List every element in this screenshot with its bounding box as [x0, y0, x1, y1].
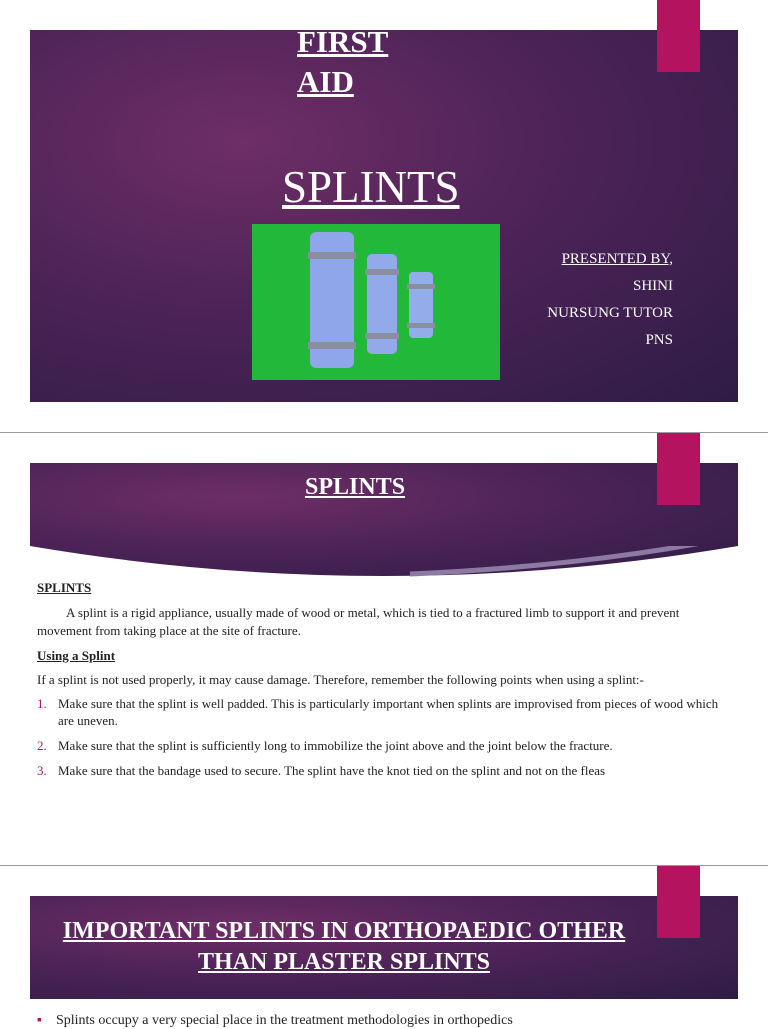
list-item	[37, 762, 727, 779]
slide3-bullet	[37, 1013, 513, 1029]
presenter-block	[547, 246, 673, 354]
presented-by-label: PRESENTED BY,	[561, 251, 673, 267]
slide2-content	[37, 578, 727, 779]
slide-title	[0, 0, 768, 432]
bullet-icon: ▪	[37, 1013, 42, 1028]
list-text: Make sure that the splint is sufficiently long to immobilize the joint above and the joint below the fracture.	[58, 738, 613, 753]
presenter-name: SHINI	[633, 278, 673, 294]
banner-curve	[30, 546, 738, 578]
slide3-title: IMPORTANT SPLINTS IN ORTHOPAEDIC OTHER THAN PLASTER SPLINTS	[62, 918, 626, 975]
splint-points-list	[37, 695, 727, 779]
accent-tab	[657, 0, 700, 72]
presenter-role: NURSUNG TUTOR	[547, 305, 673, 321]
splint-definition: A splint is a rigid appliance, usually made of wood or metal, which is tied to a fractured limb to support it and prevent movement from taking place at the site of fracture.	[37, 605, 680, 638]
accent-tab	[657, 866, 700, 938]
using-splint-intro: If a splint is not used properly, it may cause damage. Therefore, remember the following points when using a splint:-	[37, 672, 644, 687]
accent-tab	[657, 433, 700, 505]
list-text: Make sure that the splint is well padded. This is particularly important when splints are improvised from pieces of wood which are uneven.	[58, 696, 719, 728]
list-item	[37, 695, 727, 729]
splints-title: SPLINTS	[282, 162, 460, 212]
presenter-org: PNS	[645, 332, 673, 348]
list-number: 3.	[37, 763, 47, 778]
using-splint-heading: Using a Splint	[37, 648, 116, 663]
list-item	[37, 737, 727, 754]
splints-photo	[252, 224, 500, 380]
first-aid-heading: FIRST AID	[297, 24, 389, 99]
slide2-title: SPLINTS	[305, 474, 406, 500]
list-number: 1.	[37, 696, 47, 711]
list-number: 2.	[37, 738, 47, 753]
list-text: Make sure that the bandage used to secure. The splint have the knot tied on the splint and not on the fleas	[58, 763, 606, 778]
splints-subheading: SPLINTS	[37, 580, 92, 595]
bullet-text: Splints occupy a very special place in the treatment methodologies in orthopedics	[55, 1013, 513, 1028]
